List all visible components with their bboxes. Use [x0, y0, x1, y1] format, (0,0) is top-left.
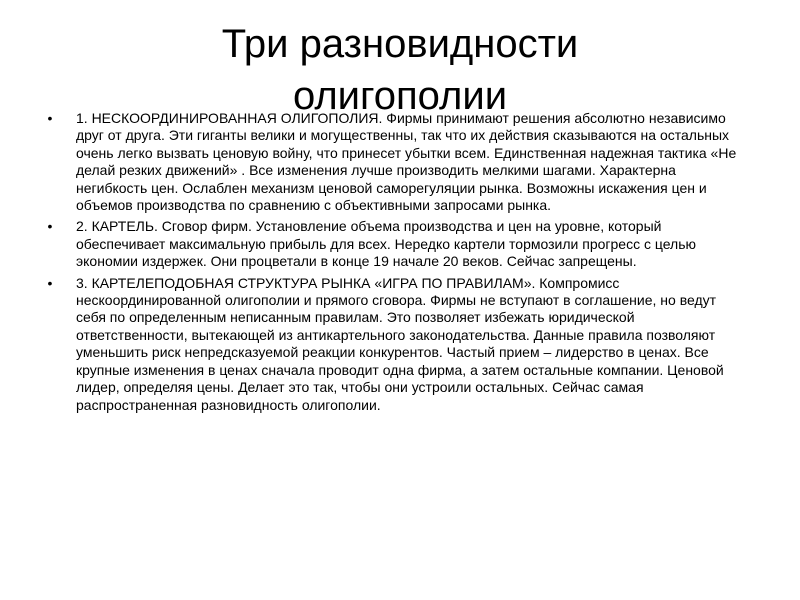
list-item [44, 218, 744, 270]
list-item-text: 3. КАРТЕЛЕПОДОБНАЯ СТРУКТУРА РЫНКА «ИГРА ПО ПРАВИЛАМ». Компромисс нескоординированной олигополии и прямого сговора. Фирмы не вступают в соглашение, но ведут себя по определенным неписанным правилам. Это позволяет избежать юридической ответственности, вытекающей из антикартельного законодательства. Данные правила позволяют уменьшить риск непредсказуемой реакции конкурентов. Частый прием – лидерство в ценах. Все крупные изменения в ценах сначала проводит одна фирма, а затем остальные компании. Ценовой лидер, определяя цены. Делает это так, чтобы они устроили остальных. Сейчас самая распространенная разновидность олигополии. [76, 274, 724, 413]
bullet-list [44, 110, 744, 418]
bullet-icon: • [47, 274, 53, 291]
list-item-text: 2. КАРТЕЛЬ. Сговор фирм. Установление объема производства и цен на уровне, который обеспечивает максимальную прибыль для всех. Нередко картели тормозили прогресс с целью экономии издержек. Они процветали в конце 19 начале 20 веков. Сейчас запрещены. [76, 218, 697, 270]
bullet-icon: • [47, 110, 53, 126]
list-item [44, 110, 744, 214]
list-item-text: 1. НЕСКООРДИНИРОВАННАЯ ОЛИГОПОЛИЯ. Фирмы принимают решения абсолютно независимо друг от друга. Эти гиганты велики и могущественны, так что их действия сказываются на остальных очень легко вызвать ценовую войну, что принесет убытки всем. Единственная надежная тактика «Не делай резких движений» . Все изменения лучше производить мелкими шагами. Характерна негибкость цен. Ослаблен механизм ценовой саморегуляции рынка. Возможны искажения цен и объемов производства по сравнению с объективными запросами рынка. [76, 110, 737, 214]
bullet-icon: • [47, 218, 53, 235]
slide-title: Три разновидности олигополии [221, 22, 579, 118]
list-item [44, 275, 744, 414]
